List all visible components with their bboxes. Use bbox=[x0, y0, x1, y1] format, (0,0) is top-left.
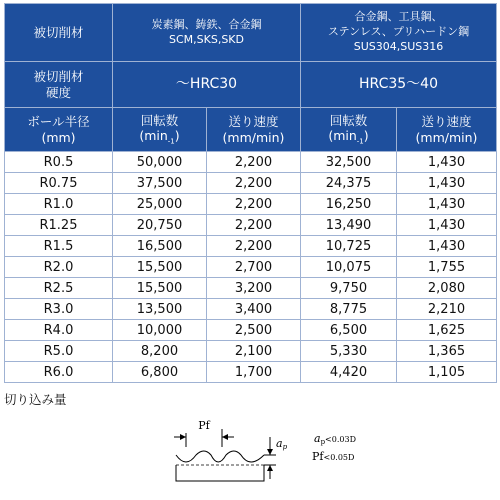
material-label: 被切削材 bbox=[5, 4, 113, 62]
cell-radius: R0.5 bbox=[5, 152, 113, 173]
cell-rpm-2: 13,490 bbox=[301, 215, 397, 236]
cell-rpm-2: 32,500 bbox=[301, 152, 397, 173]
cell-rpm-1: 8,200 bbox=[113, 341, 207, 362]
group2-materials-line2: ステンレス、プリハードン鋼 bbox=[327, 25, 470, 39]
pf-arrowhead-left bbox=[180, 434, 186, 440]
pf-arrowhead-right bbox=[222, 434, 228, 440]
hardness-label bbox=[5, 62, 113, 108]
cell-feed-2: 1,430 bbox=[397, 236, 497, 257]
cell-feed-2: 2,210 bbox=[397, 299, 497, 320]
cell-rpm-2: 9,750 bbox=[301, 278, 397, 299]
cell-rpm-2: 24,375 bbox=[301, 173, 397, 194]
rpm-header-2-unit: $(\min_{-1})$ bbox=[328, 128, 369, 146]
rpm-header-1-label: 回転数 bbox=[140, 112, 179, 128]
group1-materials-line1: 炭素鋼、鋳鉄、合金鋼 bbox=[151, 17, 262, 31]
cell-rpm-1: 25,000 bbox=[113, 194, 207, 215]
table-row bbox=[5, 362, 497, 383]
cell-rpm-2: 8,775 bbox=[301, 299, 397, 320]
cell-radius: R1.0 bbox=[5, 194, 113, 215]
cell-feed-1: 2,200 bbox=[207, 173, 301, 194]
ap-formula: ap<0.03D bbox=[314, 432, 356, 446]
group1-materials bbox=[113, 4, 301, 62]
group1-materials-line2: SCM,SKS,SKD bbox=[169, 32, 244, 46]
feed-header-2 bbox=[397, 108, 497, 152]
cell-radius: R2.5 bbox=[5, 278, 113, 299]
hardness-label-line2: 硬度 bbox=[45, 84, 71, 100]
table-row bbox=[5, 173, 497, 194]
cell-rpm-2: 6,500 bbox=[301, 320, 397, 341]
cell-feed-1: 2,500 bbox=[207, 320, 301, 341]
cell-feed-1: 2,200 bbox=[207, 215, 301, 236]
cell-rpm-2: 16,250 bbox=[301, 194, 397, 215]
table-row bbox=[5, 194, 497, 215]
table-row bbox=[5, 299, 497, 320]
group2-materials-line3: SUS304,SUS316 bbox=[353, 39, 444, 53]
cutting-conditions-table bbox=[4, 3, 497, 383]
cell-feed-2: 1,625 bbox=[397, 320, 497, 341]
radius-header-line2: (mm) bbox=[41, 129, 76, 145]
cell-radius: R1.25 bbox=[5, 215, 113, 236]
ap-label: ap bbox=[276, 437, 288, 451]
cell-feed-2: 1,755 bbox=[397, 257, 497, 278]
cell-rpm-1: 10,000 bbox=[113, 320, 207, 341]
cell-feed-1: 1,700 bbox=[207, 362, 301, 383]
cell-radius: R5.0 bbox=[5, 341, 113, 362]
feed-header-2-label: 送り速度 bbox=[421, 113, 472, 129]
group1-hardness: ～HRC30 bbox=[113, 62, 301, 108]
ap-arrowhead-bottom bbox=[267, 465, 273, 471]
cell-feed-1: 2,200 bbox=[207, 152, 301, 173]
cell-feed-1: 2,700 bbox=[207, 257, 301, 278]
cell-feed-2: 2,080 bbox=[397, 278, 497, 299]
cell-radius: R1.5 bbox=[5, 236, 113, 257]
table-row bbox=[5, 278, 497, 299]
cell-rpm-1: 6,800 bbox=[113, 362, 207, 383]
cell-radius: R2.0 bbox=[5, 257, 113, 278]
cell-feed-1: 2,100 bbox=[207, 341, 301, 362]
pf-label: Pf bbox=[198, 419, 210, 432]
column-header-row bbox=[5, 108, 497, 152]
table-row bbox=[5, 215, 497, 236]
cell-feed-1: 3,200 bbox=[207, 278, 301, 299]
pf-formula: Pf<0.05D bbox=[312, 450, 355, 463]
cell-rpm-1: 16,500 bbox=[113, 236, 207, 257]
group2-hardness: HRC35～40 bbox=[301, 62, 497, 108]
cell-feed-2: 1,430 bbox=[397, 194, 497, 215]
hardness-label-line1: 被切削材 bbox=[33, 68, 84, 84]
rpm-header-2 bbox=[301, 108, 397, 152]
cut-profile bbox=[176, 451, 264, 462]
cell-feed-1: 2,200 bbox=[207, 194, 301, 215]
cell-rpm-2: 10,075 bbox=[301, 257, 397, 278]
cell-radius: R6.0 bbox=[5, 362, 113, 383]
cell-rpm-1: 20,750 bbox=[113, 215, 207, 236]
cell-rpm-1: 50,000 bbox=[113, 152, 207, 173]
cell-rpm-2: 10,725 bbox=[301, 236, 397, 257]
cell-feed-1: 3,400 bbox=[207, 299, 301, 320]
cell-rpm-1: 15,500 bbox=[113, 257, 207, 278]
group2-materials-line1: 合金鋼、工具鋼、 bbox=[354, 10, 443, 24]
cell-feed-2: 1,365 bbox=[397, 341, 497, 362]
feed-header-2-unit: (mm/min) bbox=[415, 129, 478, 145]
rpm-header-1 bbox=[113, 108, 207, 152]
cell-rpm-1: 13,500 bbox=[113, 299, 207, 320]
group2-materials bbox=[301, 4, 497, 62]
cell-rpm-1: 37,500 bbox=[113, 173, 207, 194]
cell-feed-2: 1,105 bbox=[397, 362, 497, 383]
ap-arrowhead-top bbox=[267, 449, 273, 455]
cell-rpm-2: 5,330 bbox=[301, 341, 397, 362]
feed-header-1-unit: (mm/min) bbox=[222, 129, 285, 145]
radius-header-line1: ボール半径 bbox=[27, 113, 90, 129]
feed-header-1-label: 送り速度 bbox=[228, 113, 279, 129]
depth-of-cut-title: 切り込み量 bbox=[4, 392, 67, 407]
feed-header-1 bbox=[207, 108, 301, 152]
table-row bbox=[5, 152, 497, 173]
radius-header bbox=[5, 108, 113, 152]
table-row bbox=[5, 320, 497, 341]
table-row bbox=[5, 257, 497, 278]
cutting-conditions-document bbox=[4, 3, 496, 463]
rpm-header-1-unit: $(\min_{-1})$ bbox=[139, 128, 180, 146]
cell-feed-2: 1,430 bbox=[397, 215, 497, 236]
cell-feed-2: 1,430 bbox=[397, 173, 497, 194]
cell-rpm-1: 15,500 bbox=[113, 278, 207, 299]
hardness-row bbox=[5, 62, 497, 108]
cell-feed-1: 2,200 bbox=[207, 236, 301, 257]
cell-rpm-2: 4,420 bbox=[301, 362, 397, 383]
workpiece-outline bbox=[176, 465, 264, 481]
cell-radius: R3.0 bbox=[5, 299, 113, 320]
table-body bbox=[5, 152, 497, 383]
cell-radius: R4.0 bbox=[5, 320, 113, 341]
cell-feed-2: 1,430 bbox=[397, 152, 497, 173]
table-row bbox=[5, 341, 497, 362]
depth-of-cut-diagram bbox=[164, 407, 384, 487]
material-row bbox=[5, 4, 497, 62]
cell-radius: R0.75 bbox=[5, 173, 113, 194]
table-row bbox=[5, 236, 497, 257]
rpm-header-2-label: 回転数 bbox=[329, 112, 368, 128]
